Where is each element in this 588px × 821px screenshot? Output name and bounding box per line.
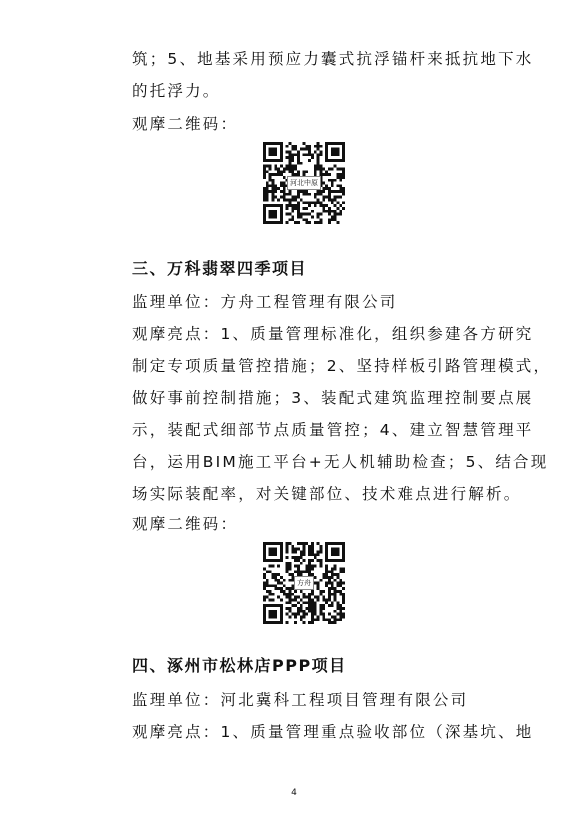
qr-caption: 观摩二维码： (132, 515, 239, 533)
section-heading: 四、涿州市松林店PPP项目 (132, 656, 347, 675)
body-text-line: 场实际装配率，对关键部位、技术难点进行解析。 (132, 485, 522, 503)
qr-center-label: 河北中原 (287, 176, 321, 190)
qr-finder-block (269, 210, 277, 218)
body-text-line: 监理单位：河北冀科工程项目管理有限公司 (132, 691, 469, 709)
body-text-line: 观摩亮点：1、质量管理重点验收部位（深基坑、地 (132, 723, 534, 741)
section-heading: 三、万科翡翠四季项目 (132, 259, 308, 278)
body-text-line: 的托浮力。 (132, 82, 221, 100)
page-number: 4 (291, 788, 297, 798)
body-text-line: 示，装配式细部节点质量管控；4、建立智慧管理平 (132, 421, 534, 439)
qr-caption: 观摩二维码： (132, 115, 239, 133)
qr-center-label: 方舟 (294, 576, 314, 590)
qr-finder-block (269, 548, 277, 556)
body-text-line: 制定专项质量管控措施；2、坚持样板引路管理模式， (132, 357, 552, 375)
qr-code-image (263, 142, 345, 224)
qr-finder-block (331, 148, 339, 156)
qr-finder-block (269, 148, 277, 156)
body-text-line: 观摩亮点：1、质量管理标准化，组织参建各方研究 (132, 325, 534, 343)
qr-finder-block (269, 610, 277, 618)
qr-code-image (263, 542, 345, 624)
body-text-line: 台，运用BIM施工平台+无人机辅助检查；5、结合现 (132, 453, 549, 471)
qr-finder-block (331, 548, 339, 556)
body-text-line: 筑；5、地基采用预应力囊式抗浮锚杆来抵抗地下水 (132, 50, 534, 68)
body-text-line: 监理单位：方舟工程管理有限公司 (132, 293, 398, 311)
body-text-line: 做好事前控制措施；3、装配式建筑监理控制要点展 (132, 389, 534, 407)
